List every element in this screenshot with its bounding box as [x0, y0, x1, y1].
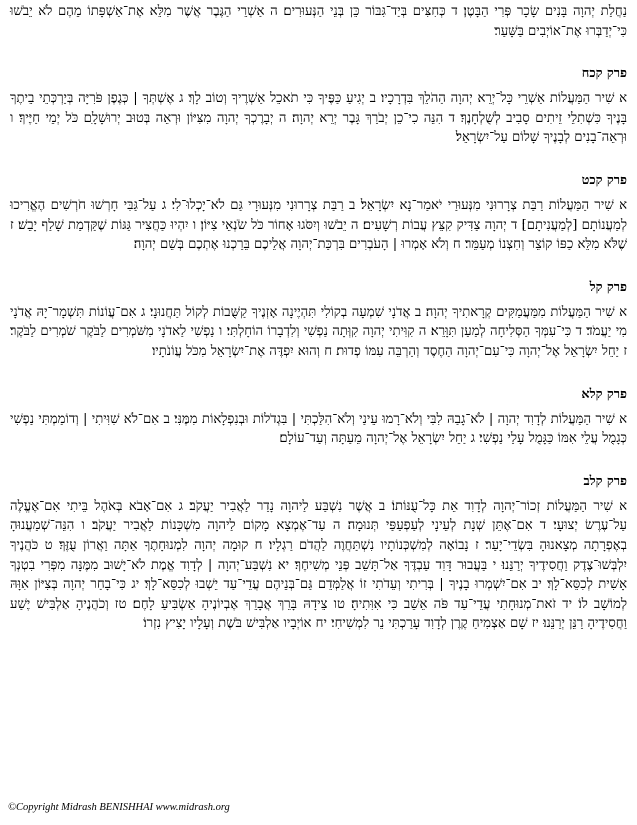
chapter-text: א שִׁיר הַמַּעֲלוֹת אַשְׁרֵי כָּל־יְרֵא יְהוָה הַהֹלֵךְ בִּדְרָכָיו׃ ב יְגִיעַ כַּפֶּיךָ כִּי תֹאכֵל אַשְׁרֶיךָ וְטוֹב לָךְ׃ ג אֶשְׁתְּךָ | כְּגֶפֶן פֹּרִיָּה בְּיַרְכְּתֵי בֵיתֶךָ בָּנֶיךָ כִּשְׁתִלֵי זֵיתִים סָבִיב לְשֻׁלְחָנֶךָ׃ ד הִנֵּה כִי־כֵן יְבֹרַךְ גָּבֶר יְרֵא יְהוָה׃ ה יְבָרֶכְךָ יְהוָה מִצִּיּוֹן וּרְאֵה בְּטוּב יְרוּשָׁלָ‍ִם כֹּל יְמֵי חַיֶּיךָ׃ ו וּרְאֵה־בָנִים לְבָנֶיךָ שָׁלוֹם עַל־יִשְׂרָאֵל׃ [10, 91, 627, 146]
chapter-text: א שִׁיר הַמַּעֲלוֹת רַבַּת צְרָרוּנִי מִנְּעוּרַי יֹאמַר־נָא יִשְׂרָאֵל׃ ב רַבַּת צְרָרוּנִי מִנְּעוּרָי גַּם לֹא־יָכְלוּ־לִי׃ ג עַל־גַּבִּי חָרְשׁוּ חֹרְשִׁים הֶאֱרִיכוּ לְמַעֲנוֹתָם [לְמַעֲנִיתָם]׃ ד יְהוָה צַדִּיק קִצֵּץ עֲבוֹת רְשָׁעִים׃ ה יֵבֹשׁוּ וְיִסֹּגוּ אָחוֹר כֹּל שֹׂנְאֵי צִיּוֹן׃ ו יִהְיוּ כַּחֲצִיר גַּגּוֹת שֶׁקַּדְמַת שָׁלַף יָבֵשׁ׃ ז שֶׁלֹּא מִלֵּא כַפּוֹ קוֹצֵר וְחִצְנוֹ מְעַמֵּר׃ ח וְלֹא אָמְרוּ | הָעֹבְרִים בִּרְכַּת־יְהוָה אֲלֵיכֶם בֵּרַכְנוּ אֶתְכֶם בְּשֵׁם יְהוָה׃ [10, 197, 627, 253]
intro-verses: נַחֲלַת יְהוָה בָּנִים שָׂכָר פְּרִי הַבָּטֶן׃ ד כְּחִצִּים בְּיַד־גִּבּוֹר כֵּן בְּנֵי הַנְּעוּרִים׃ ה אַשְׁרֵי הַגֶּבֶר אֲשֶׁר מִלֵּא אֶת־אַשְׁפָּתוֹ מֵהֶם לֹא יֵבֹשׁוּ כִּי־יְדַבְּרוּ אֶת־אוֹיְבִים בַּשָּׁעַר׃ [10, 4, 627, 39]
chapter-title: פרק קכח [581, 66, 627, 82]
chapter-128 [10, 65, 627, 148]
copyright-footer: ©Copyright Midrash BENISHHAI www.midrash.org [8, 802, 230, 813]
chapter-title: פרק קל [589, 279, 627, 295]
chapter-131 [10, 386, 627, 449]
chapter-text: א שִׁיר הַמַּעֲלוֹת זְכוֹר־יְהוָה לְדָוִד אֵת כָּל־עֻנּוֹתוֹ׃ ב אֲשֶׁר נִשְׁבַּע לַיהוָה נָדַר לַאֲבִיר יַעֲקֹב׃ ג אִם־אָבֹא בְּאֹהֶל בֵּיתִי אִם־אֶעֱלֶה עַל־עֶרֶשׂ יְצוּעָי׃ ד אִם־אֶתֵּן שְׁנָת לְעֵינָי לְעַפְעַפַּי תְּנוּמָה׃ ה עַד־אֶמְצָא מָקוֹם לַיהוָה מִשְׁכָּנוֹת לַאֲבִיר יַעֲקֹב׃ ו הִנֵּה־שְׁמַעֲנוּהָ בְאֶפְרָתָה מְצָאנוּהָ בִּשְׂדֵי־יָעַר׃ ז נָבוֹאָה לְמִשְׁכְּנוֹתָיו נִשְׁתַּחֲוֶה לַהֲדֹם רַגְלָיו׃ ח קוּמָה יְהוָה לִמְנוּחָתֶךָ אַתָּה וַאֲרוֹן עֻזֶּךָ׃ ט כֹּהֲנֶיךָ יִלְבְּשׁוּ־צֶדֶק וַחֲסִידֶיךָ יְרַנֵּנוּ׃ י בַּעֲבוּר דָּוִד עַבְדֶּךָ אַל־תָּשֵׁב פְּנֵי מְשִׁיחֶךָ׃ יא נִשְׁבַּע־יְהוָה | לְדָוִד אֱמֶת לֹא־יָשׁוּב מִמֶּנָּה מִפְּרִי בִטְנְךָ אָשִׁית לְכִסֵּא־לָךְ׃ יב אִם־יִשְׁמְרוּ בָנֶיךָ | בְּרִיתִי וְעֵדֹתִי זוֹ אֲלַמְּדֵם גַּם־בְּנֵיהֶם עֲדֵי־עַד יֵשְׁבוּ לְכִסֵּא־לָךְ׃ יג כִּי־בָחַר יְהוָה בְּצִיּוֹן אִוָּהּ לְמוֹשָׁב לוֹ׃ יד זֹאת־מְנוּחָתִי עֲדֵי־עַד פֹּה אֵשֵׁב כִּי אִוִּתִיהָ׃ טו צֵידָהּ בָּרֵךְ אֲבָרֵךְ אֶבְיוֹנֶיהָ אַשְׂבִּיעַ לָחֶם׃ טז וְכֹהֲנֶיהָ אַלְבִּישׁ יֶשַׁע וַחֲסִידֶיהָ רַנֵּן יְרַנֵּנוּ׃ יז שָׁם אַצְמִיחַ קֶרֶן לְדָוִד עָרַכְתִּי נֵר לִמְשִׁיחִי׃ יח אוֹיְבָיו אַלְבִּישׁ בֹּשֶׁת וְעָלָיו יָצִיץ נִזְרוֹ׃ [10, 498, 627, 632]
chapter-title: פרק קלב [583, 473, 627, 489]
chapter-text: א שִׁיר הַמַּעֲלוֹת לְדָוִד יְהוָה | לֹא־גָבַהּ לִבִּי וְלֹא־רָמוּ עֵינַי וְלֹא־הִלַּכְתִּי | בִּגְדֹלוֹת וּבְנִפְלָאוֹת מִמֶּנִּי׃ ב אִם־לֹא שִׁוִּיתִי | וְדוֹמַמְתִּי נַפְשִׁי כְּגָמֻל עֲלֵי אִמּוֹ כַּגָּמֻל עָלַי נַפְשִׁי׃ ג יַחֵל יִשְׂרָאֵל אֶל־יְהוָה מֵעַתָּה וְעַד־עוֹלָם׃ [10, 411, 627, 447]
chapter-text: א שִׁיר הַמַּעֲלוֹת מִמַּעֲמַקִּים קְרָאתִיךָ יְהוָה׃ ב אֲדֹנָי שִׁמְעָה בְקוֹלִי תִּהְיֶינָה אָזְנֶיךָ קַשֻּׁבוֹת לְקוֹל תַּחֲנוּנָי׃ ג אִם־עֲוֹנוֹת תִּשְׁמָר־יָהּ אֲדֹנָי מִי יַעֲמֹד׃ ד כִּי־עִמְּךָ הַסְּלִיחָה לְמַעַן תִּוָּרֵא׃ ה קִוִּיתִי יְהוָה קִוְּתָה נַפְשִׁי וְלִדְבָרוֹ הוֹחָלְתִּי׃ ו נַפְשִׁי לַאדֹנָי מִשֹּׁמְרִים לַבֹּקֶר שֹׁמְרִים לַבֹּקֶר׃ ז יַחֵל יִשְׂרָאֵל אֶל־יְהוָה כִּי־עִם־יְהוָה הַחֶסֶד וְהַרְבֵּה עִמּוֹ פְדוּת׃ ח וְהוּא יִפְדֶּה אֶת־יִשְׂרָאֵל מִכֹּל עֲוֹנֹתָיו׃ [10, 304, 627, 359]
chapter-title: פרק קלא [581, 386, 627, 402]
chapter-132 [10, 473, 627, 634]
chapter-130 [10, 279, 627, 362]
chapter-title: פרק קכט [581, 172, 627, 188]
chapter-129 [10, 172, 627, 255]
